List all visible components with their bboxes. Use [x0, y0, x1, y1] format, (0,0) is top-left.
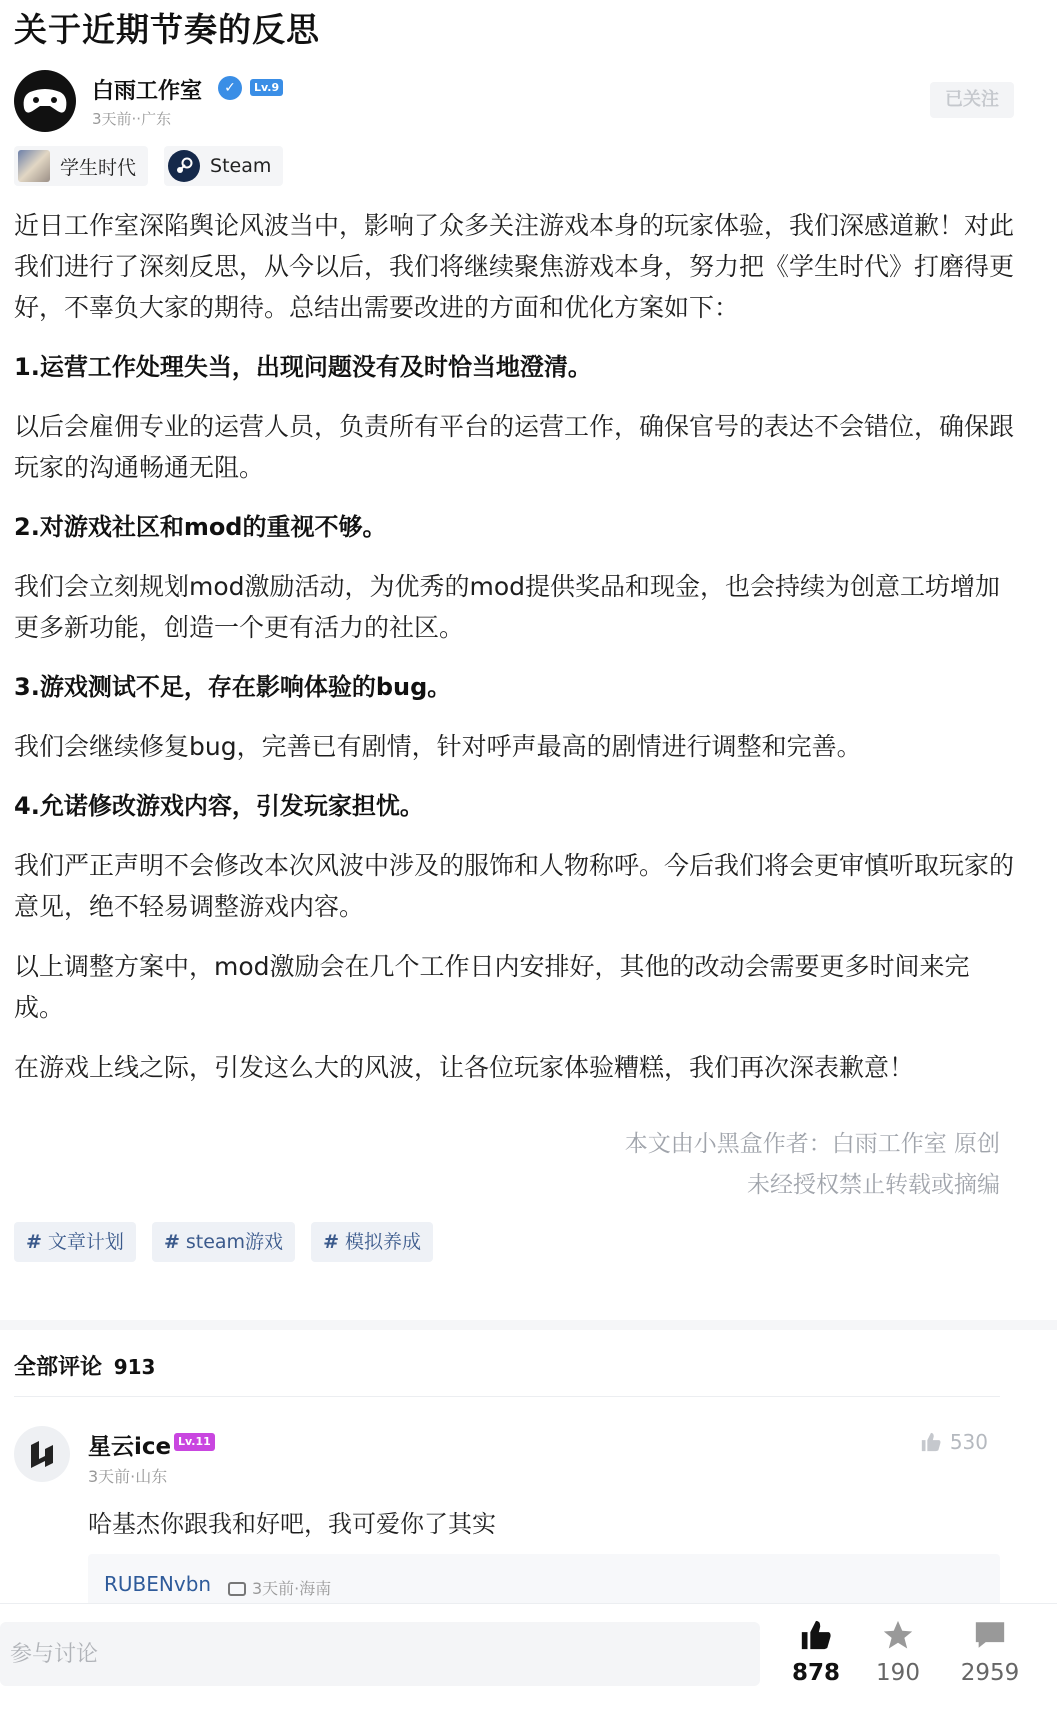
section-heading: 3.游戏测试不足，存在影响体验的bug。 [14, 673, 452, 701]
section-heading: 1.运营工作处理失当，出现问题没有及时恰当地澄清。 [14, 353, 592, 381]
section-body: 我们会立刻规划mod激励活动，为优秀的mod提供奖品和现金，也会持续为创意工坊增加更多新功能，创造一个更有活力的社区。 [14, 572, 1001, 642]
commenter-name[interactable]: 星云ice [88, 1434, 172, 1460]
bottom-action-bar [0, 1604, 1057, 1714]
comment-count: 2959 [960, 1660, 1020, 1686]
verified-icon: ✓ [218, 76, 242, 100]
section-body: 我们会继续修复bug，完善已有剧情，针对呼声最高的剧情进行调整和完善。 [14, 732, 862, 761]
follow-button[interactable]: 已关注 [930, 82, 1014, 118]
source-line: 本文由小黑盒作者：白雨工作室 原创 [624, 1131, 1000, 1157]
source-notice [625, 1124, 1000, 1206]
author-meta: 3天前··广东 [92, 110, 172, 128]
avatar-logo-icon [25, 1437, 59, 1471]
favorite-button[interactable] [858, 1618, 938, 1686]
topic-tag-label: 模拟养成 [344, 1231, 421, 1253]
topic-tag[interactable] [152, 1222, 295, 1262]
topic-tag-label: steam游戏 [185, 1231, 284, 1253]
hash-icon: # [323, 1231, 339, 1253]
comments-count: 913 [113, 1355, 156, 1379]
comment-bubble-icon [973, 1618, 1007, 1652]
closing-paragraph: 以上调整方案中，mod激励会在几个工作日内安排好，其他的改动会需要更多时间来完成。 [14, 952, 970, 1022]
author-row [14, 70, 1014, 134]
comment-button[interactable] [950, 1618, 1030, 1686]
favorite-count: 190 [876, 1660, 920, 1686]
topic-tag[interactable] [311, 1222, 433, 1262]
game-tag-label: 学生时代 [60, 156, 137, 179]
game-cover-icon [18, 150, 50, 182]
article-body [14, 205, 1014, 1107]
section-body: 以后会雇佣专业的运营人员，负责所有平台的运营工作，确保官号的表达不会错位，确保跟玩家的沟通畅通无阻。 [14, 412, 1015, 482]
game-tag-school[interactable] [14, 146, 148, 186]
comment-text: 哈基杰你跟我和好吧，我可爱你了其实 [88, 1510, 496, 1538]
author-level-badge: Lv.9 [250, 79, 283, 96]
comment-like-button[interactable] [920, 1430, 988, 1454]
game-tags [14, 146, 283, 186]
author-avatar[interactable] [14, 70, 76, 132]
thumbs-up-icon [920, 1431, 942, 1453]
commenter-avatar[interactable] [14, 1426, 70, 1482]
reply-username[interactable]: RUBENvbn [104, 1572, 212, 1596]
comment-meta: 3天前·山东 [88, 1467, 168, 1486]
author-name[interactable]: 白雨工作室 [92, 79, 203, 104]
copyright-line: 未经授权禁止转载或摘编 [747, 1172, 1000, 1198]
section-heading: 2.对游戏社区和mod的重视不够。 [14, 513, 387, 541]
topic-tags [14, 1222, 433, 1262]
reply-meta-text: 3天前·海南 [252, 1579, 332, 1598]
comment-like-count: 530 [949, 1430, 988, 1454]
section-separator [0, 1320, 1057, 1330]
reply-meta [228, 1576, 331, 1599]
thumbs-up-icon [799, 1618, 833, 1652]
game-tag-steam[interactable] [164, 146, 283, 186]
steam-icon [168, 150, 200, 182]
topic-tag-label: 文章计划 [47, 1231, 124, 1253]
hash-icon: # [163, 1231, 180, 1253]
like-button[interactable] [776, 1618, 856, 1686]
comments-title: 全部评论 [14, 1355, 103, 1380]
game-tag-label: Steam [210, 155, 272, 177]
commenter-level-badge: Lv.11 [174, 1433, 215, 1451]
star-icon [881, 1618, 915, 1652]
gamepad-icon [22, 86, 68, 116]
comment-input[interactable] [0, 1622, 760, 1686]
device-icon [228, 1582, 246, 1596]
closing-paragraph: 在游戏上线之际，引发这么大的风波，让各位玩家体验糟糕，我们再次深表歉意！ [14, 1053, 915, 1082]
topic-tag[interactable] [14, 1222, 136, 1262]
page-title: 关于近期节奏的反思 [14, 10, 320, 49]
section-heading: 4.允诺修改游戏内容，引发玩家担忧。 [14, 792, 424, 820]
comments-header [14, 1350, 155, 1381]
divider [14, 1396, 1000, 1397]
hash-icon: # [26, 1231, 42, 1253]
like-count: 878 [791, 1660, 840, 1686]
section-body: 我们严正声明不会修改本次风波中涉及的服饰和人物称呼。今后我们将会更审慎听取玩家的意见，绝不轻易调整游戏内容。 [14, 851, 1015, 921]
article-intro: 近日工作室深陷舆论风波当中，影响了众多关注游戏本身的玩家体验，我们深感道歉！对此我们进行了深刻反思，从今以后，我们将继续聚焦游戏本身，努力把《学生时代》打磨得更好，不辜负大家的期待。总结出需要改进的方面和优化方案如下： [14, 211, 1015, 322]
comment-input-container [0, 1622, 760, 1686]
